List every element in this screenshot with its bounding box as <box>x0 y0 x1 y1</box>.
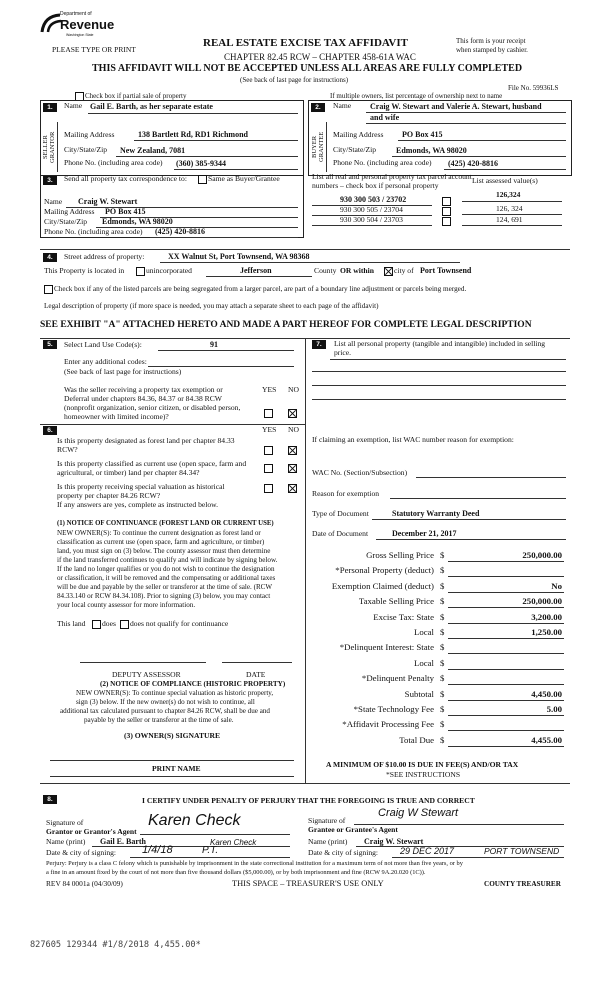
current-use-question-1: Is this property classified as current use (open space, farm and <box>57 459 247 468</box>
personal-property-label-1: List all personal property (tangible and intangible) included in selling <box>334 339 546 348</box>
assessed-value[interactable]: 126, 324 <box>496 204 523 213</box>
fee-amount[interactable]: 250,000.00 <box>522 550 562 560</box>
fee-amount[interactable]: 3,200.00 <box>531 612 562 622</box>
notice1-line-1: NEW OWNER(S): To continue the current designation as forest land or <box>57 529 261 537</box>
street-label: Street address of property: <box>64 252 145 261</box>
owner-signature-label: (3) OWNER(S) SIGNATURE <box>124 731 221 740</box>
county-treasurer-label: COUNTY TREASURER <box>484 880 561 888</box>
fee-amount[interactable]: 4,450.00 <box>531 689 562 699</box>
notice1-line-2: classification as current use (open space, farm and agriculture, or timber) <box>57 538 265 546</box>
fee-label: *Personal Property (deduct) <box>335 565 434 575</box>
see-instructions-note: *SEE INSTRUCTIONS <box>386 770 461 779</box>
document-type-label: Type of Document <box>312 509 369 518</box>
exemption-yes-checkbox[interactable] <box>264 409 273 418</box>
form-title: REAL ESTATE EXCISE TAX AFFIDAVIT <box>203 37 408 49</box>
section-4-number: 4. <box>43 253 57 262</box>
fee-amount[interactable]: 250,000.00 <box>522 596 562 606</box>
fee-currency: $ <box>440 565 445 575</box>
additional-codes-note: (See back of last page for instructions) <box>64 367 182 376</box>
seller-mailing[interactable]: 138 Bartlett Rd, RD1 Richmond <box>138 130 248 139</box>
fee-currency: $ <box>440 658 445 668</box>
fee-label: Exemption Claimed (deduct) <box>331 581 434 591</box>
fee-label: Excise Tax: State <box>373 612 434 622</box>
historic-no-checkbox[interactable] <box>288 484 297 493</box>
corr-name[interactable]: Craig W. Stewart <box>78 197 138 206</box>
seller-city-label: City/State/Zip <box>64 145 108 154</box>
fee-currency: $ <box>440 627 445 637</box>
correspondence-label: Send all property tax correspondence to: <box>64 174 187 183</box>
notice1-line-8: 84.33.140 or RCW 84.34.108). Prior to signing (3) below, you may contact <box>57 592 271 600</box>
fee-label: Gross Selling Price <box>366 550 434 560</box>
historic-question-2: property per chapter 84.26 RCW? <box>57 491 161 500</box>
buyer-city-label: City/State/Zip <box>333 145 377 154</box>
section-2-number: 2. <box>311 103 325 112</box>
notice1-line-4: if the land transferred continues to qualify and will indicate by signing below. <box>57 556 278 564</box>
same-as-buyer-label: Same as Buyer/Grantee <box>208 174 280 183</box>
grantor-name-label: Name (print) <box>46 837 86 846</box>
grantor-date-city-label: Date & city of signing: <box>46 848 117 857</box>
grantor-name[interactable]: Gail E. Barth <box>100 837 147 846</box>
corr-phone-label: Phone No. (including area code) <box>44 227 143 236</box>
fee-currency: $ <box>440 719 445 729</box>
does-not-qualify-checkbox[interactable] <box>120 620 129 629</box>
exemption-reason-label: Reason for exemption <box>312 489 380 498</box>
grantee-agent-label: Grantee or Grantee's Agent <box>308 825 398 834</box>
please-type: PLEASE TYPE OR PRINT <box>52 45 136 54</box>
buyer-name-2[interactable]: and wife <box>370 113 400 122</box>
forest-question-2: RCW? <box>57 445 78 454</box>
notice1-line-6: or classification, it will be removed and the compensating or additional taxes <box>57 574 276 582</box>
or-within-label: OR within <box>340 266 374 275</box>
section-7-number: 7. <box>312 340 326 349</box>
wac-number-label: WAC No. (Section/Subsection) <box>312 468 408 477</box>
seller-side-label: SELLER <box>42 135 49 159</box>
segregated-checkbox[interactable] <box>44 285 53 294</box>
fee-currency: $ <box>440 581 445 591</box>
legal-description-label: Legal description of property (if more space is needed, you may attach a separate sheet to each page of the affidavit) <box>44 302 379 310</box>
buyer-name-1[interactable]: Craig W. Stewart and Valerie A. Stewart, husband <box>370 102 542 111</box>
assessed-value[interactable]: 124, 691 <box>496 215 523 224</box>
grantee-city[interactable]: PORT TOWNSEND <box>484 846 560 856</box>
historic-yes-checkbox[interactable] <box>264 484 273 493</box>
additional-codes-label: Enter any additional codes: <box>64 357 147 366</box>
fee-currency: $ <box>440 704 445 714</box>
document-type[interactable]: Statutory Warranty Deed <box>392 509 480 518</box>
fee-amount[interactable]: No <box>551 581 562 591</box>
buyer-mailing[interactable]: PO Box 415 <box>402 130 443 139</box>
file-number: File No. 59936LS <box>508 84 559 92</box>
logo-word: Revenue <box>60 17 115 32</box>
fee-currency: $ <box>440 612 445 622</box>
buyer-phone[interactable]: (425) 420-8816 <box>448 159 498 168</box>
grantor-city[interactable]: P.T. <box>202 845 219 856</box>
notice1-line-7: will be due and payable by the seller or transferor at the time of sale. (RCW <box>57 583 273 591</box>
s6-no-header: NO <box>288 425 299 434</box>
county-label: County <box>314 266 337 275</box>
same-as-buyer-checkbox[interactable] <box>198 175 207 184</box>
multiple-owners-note: If multiple owners, list percentage of ownership next to name <box>330 92 503 100</box>
notice2-title: (2) NOTICE OF COMPLIANCE (HISTORIC PROPERTY) <box>100 680 286 688</box>
exemption-question-1: Was the seller receiving a property tax exemption or <box>64 385 223 394</box>
document-date[interactable]: December 21, 2017 <box>392 529 457 538</box>
buyer-side-label: BUYER <box>311 135 318 159</box>
grantee-signature[interactable]: Craig W Stewart <box>378 807 459 819</box>
corr-name-label: Name <box>44 197 63 206</box>
corr-city[interactable]: Edmonds, WA 98020 <box>102 217 173 226</box>
seller-phone[interactable]: (360) 385-9344 <box>176 159 226 168</box>
assessed-header: List assessed value(s) <box>472 176 538 185</box>
fee-amount[interactable]: 5.00 <box>546 704 562 714</box>
fee-label: *Delinquent Penalty <box>361 673 434 683</box>
current-use-no-checkbox[interactable] <box>288 464 297 473</box>
fee-currency: $ <box>440 735 445 745</box>
exemption-wac-label: If claiming an exemption, list WAC number reason for exemption: <box>312 435 514 444</box>
grantee-name-label: Name (print) <box>308 837 348 846</box>
partial-sale-label: Check box if partial sale of property <box>85 92 187 100</box>
parcel-number[interactable]: 930 300 505 / 23704 <box>340 205 403 214</box>
grantor-date[interactable]: 1/4/18 <box>142 844 173 856</box>
legal-description[interactable]: SEE EXHIBIT "A" ATTACHED HERETO AND MADE A PART HEREOF FOR COMPLETE LEGAL DESCRIPTION <box>40 320 532 330</box>
located-in-label: This Property is located in <box>44 266 125 275</box>
property-city[interactable]: Port Townsend <box>420 266 472 275</box>
exemption-question-3: (nonprofit organization, senior citizen, or disabled person, <box>64 403 241 412</box>
notice1-title: (1) NOTICE OF CONTINUANCE (FOREST LAND OR CURRENT USE) <box>57 520 274 527</box>
does-label: does <box>102 619 116 628</box>
exemption-no-checkbox[interactable] <box>288 409 297 418</box>
grantor-side-label: GRANTOR <box>49 131 56 163</box>
fee-label: Local <box>413 627 434 637</box>
fee-currency: $ <box>440 642 445 652</box>
notice2-line-4: payable by the seller or transferor at the time of sale. <box>84 716 234 724</box>
print-name-label: PRINT NAME <box>152 764 201 773</box>
treasurer-use-label: THIS SPACE – TREASURER'S USE ONLY <box>232 879 384 888</box>
document-date-label: Date of Document <box>312 529 369 538</box>
section-1-number: 1. <box>43 103 57 112</box>
unincorporated-label: unincorporated <box>146 266 192 275</box>
s5-yes-header: YES <box>262 385 277 394</box>
city-checkbox[interactable] <box>384 267 393 276</box>
land-use-label: Select Land Use Code(s): <box>64 340 142 349</box>
grantee-signature-label: Signature of <box>308 816 346 825</box>
corr-phone[interactable]: (425) 420-8816 <box>155 227 205 236</box>
fee-label: *State Technology Fee <box>353 704 434 714</box>
certify-statement: I CERTIFY UNDER PENALTY OF PERJURY THAT THE FOREGOING IS TRUE AND CORRECT <box>142 796 475 805</box>
perjury-line-1: Perjury: Perjury is a class C felony which is punishable by imprisonment in the state correctional institution for a maximum term of not more than five years, or by <box>46 860 463 867</box>
personal-property-checkbox[interactable] <box>442 207 451 216</box>
forest-yes-checkbox[interactable] <box>264 446 273 455</box>
grantor-agent-label: Grantor or Grantor's Agent <box>46 827 137 836</box>
seller-city[interactable]: New Zealand, 7081 <box>120 146 186 155</box>
section-3-number: 3. <box>43 176 57 185</box>
see-back-note: (See back of last page for instructions) <box>240 76 349 84</box>
logo-line1: Department of <box>60 11 92 17</box>
county-name[interactable]: Jefferson <box>240 266 272 275</box>
section-5-number: 5. <box>43 340 57 349</box>
assessor-date-label: DATE <box>246 670 266 679</box>
fee-label: *Affidavit Processing Fee <box>342 719 434 729</box>
seller-name-label: Name <box>64 101 83 110</box>
notice2-line-2: sign (3) below. If the new owner(s) do not wish to continue, all <box>76 698 255 706</box>
parcels-header-2: numbers – check box if personal property <box>312 181 439 190</box>
parcel-number[interactable]: 930 300 504 / 23703 <box>340 215 403 224</box>
form-warning: THIS AFFIDAVIT WILL NOT BE ACCEPTED UNLESS ALL AREAS ARE FULLY COMPLETED <box>92 63 523 74</box>
parcel-number[interactable]: 930 300 503 / 23702 <box>340 195 407 204</box>
personal-property-checkbox[interactable] <box>442 217 451 226</box>
fee-label: Subtotal <box>404 689 434 699</box>
grantee-side-label: GRANTEE <box>318 131 325 163</box>
notice1-line-3: land, you must sign on (3) below. The county assessor must then determine <box>57 547 271 555</box>
grantor-agent-signature[interactable]: Karen Check <box>210 838 257 847</box>
grantor-signature-label: Signature of <box>46 818 84 827</box>
buyer-name-label: Name <box>333 101 352 110</box>
corr-mailing-label: Mailing Address <box>44 207 95 216</box>
answers-yes-note: If any answers are yes, complete as instructed below. <box>57 500 219 509</box>
land-use-code[interactable]: 91 <box>210 340 218 349</box>
street-address[interactable]: XX Walnut St, Port Townsend, WA 98368 <box>168 252 310 261</box>
grantee-date[interactable]: 29 DEC 2017 <box>400 846 455 856</box>
receipt-note-2: when stamped by cashier. <box>456 46 528 54</box>
fee-label: Taxable Selling Price <box>358 596 434 606</box>
personal-property-checkbox[interactable] <box>442 197 451 206</box>
current-use-question-2: agricultural, or timber) land per chapter 84.34? <box>57 468 200 477</box>
current-use-yes-checkbox[interactable] <box>264 464 273 473</box>
cashier-stamp: 827605 129344 #1/8/2018 4,455.00* <box>30 940 201 950</box>
exemption-question-2: Deferral under chapters 84.36, 84.37 or 84.38 RCW <box>64 394 222 403</box>
corr-city-label: City/State/Zip <box>44 217 88 226</box>
forest-question-1: Is this property designated as forest land per chapter 84.33 <box>57 436 235 445</box>
grantor-signature[interactable]: Karen Check <box>148 812 241 829</box>
grantee-name[interactable]: Craig W. Stewart <box>364 837 424 846</box>
notice2-line-3: additional tax calculated pursuant to chapter 84.26 RCW, shall be due and <box>60 707 270 715</box>
fee-label: Total Due <box>399 735 434 745</box>
grantee-date-city-label: Date & city of signing: <box>308 848 379 857</box>
seller-mailing-label: Mailing Address <box>64 130 115 139</box>
revenue-logo <box>40 10 115 44</box>
receipt-note-1: This form is your receipt <box>456 37 526 45</box>
fee-currency: $ <box>440 689 445 699</box>
exemption-question-4: homeowner with limited income)? <box>64 412 169 421</box>
seller-name[interactable]: Gail E. Barth, as her separate estate <box>90 102 213 111</box>
fee-label: Local <box>413 658 434 668</box>
deputy-assessor-label: DEPUTY ASSESSOR <box>112 670 181 679</box>
personal-property-label-2: price. <box>334 348 352 357</box>
fee-amount[interactable]: 1,250.00 <box>531 627 562 637</box>
notice1-line-9: your local county assessor for more information. <box>57 601 196 609</box>
segregated-label: Check box if any of the listed parcels are being segregated from a larger parcel, are part of a boundary line adjustment or parcels being merged. <box>54 285 467 293</box>
this-land-label: This land <box>57 619 86 628</box>
forest-no-checkbox[interactable] <box>288 446 297 455</box>
parcels-header-1: List all real and personal property tax parcel account <box>312 172 472 181</box>
form-revision: REV 84 0001a (04/30/09) <box>46 879 123 888</box>
minimum-fee-note: A MINIMUM OF $10.00 IS DUE IN FEE(S) AND/OR TAX <box>326 760 519 769</box>
seller-phone-label: Phone No. (including area code) <box>64 158 163 167</box>
fee-amount[interactable]: 4,455.00 <box>531 735 562 745</box>
notice2-line-1: NEW OWNER(S): To continue special valuation as historic property, <box>76 689 274 697</box>
does-qualify-checkbox[interactable] <box>92 620 101 629</box>
section-8-number: 8. <box>43 795 57 804</box>
fee-currency: $ <box>440 550 445 560</box>
s6-yes-header: YES <box>262 425 277 434</box>
form-chapter: CHAPTER 82.45 RCW – CHAPTER 458-61A WAC <box>224 52 416 62</box>
assessed-value[interactable]: 126,324 <box>496 190 521 199</box>
buyer-mailing-label: Mailing Address <box>333 130 384 139</box>
logo-line2: Washington State <box>66 33 94 37</box>
perjury-line-2: a fine in an amount fixed by the court of not more than five thousand dollars ($5,000.00), or by both imprisonment and fine (RCW 9A.20.020 (1C)). <box>46 869 426 876</box>
corr-mailing[interactable]: PO Box 415 <box>105 207 146 216</box>
section-6-number: 6. <box>43 426 57 435</box>
city-of-label: city of <box>394 266 414 275</box>
fee-currency: $ <box>440 673 445 683</box>
notice1-line-5: If the land no longer qualifies or you do not wish to continue the designation <box>57 565 275 573</box>
buyer-city[interactable]: Edmonds, WA 98020 <box>396 146 467 155</box>
s5-no-header: NO <box>288 385 299 394</box>
unincorporated-checkbox[interactable] <box>136 267 145 276</box>
buyer-phone-label: Phone No. (including area code) <box>333 158 432 167</box>
fee-currency: $ <box>440 596 445 606</box>
fee-label: *Delinquent Interest: State <box>339 642 434 652</box>
historic-question-1: Is this property receiving special valuation as historical <box>57 482 225 491</box>
does-not-label: does not qualify for continuance <box>130 619 229 628</box>
